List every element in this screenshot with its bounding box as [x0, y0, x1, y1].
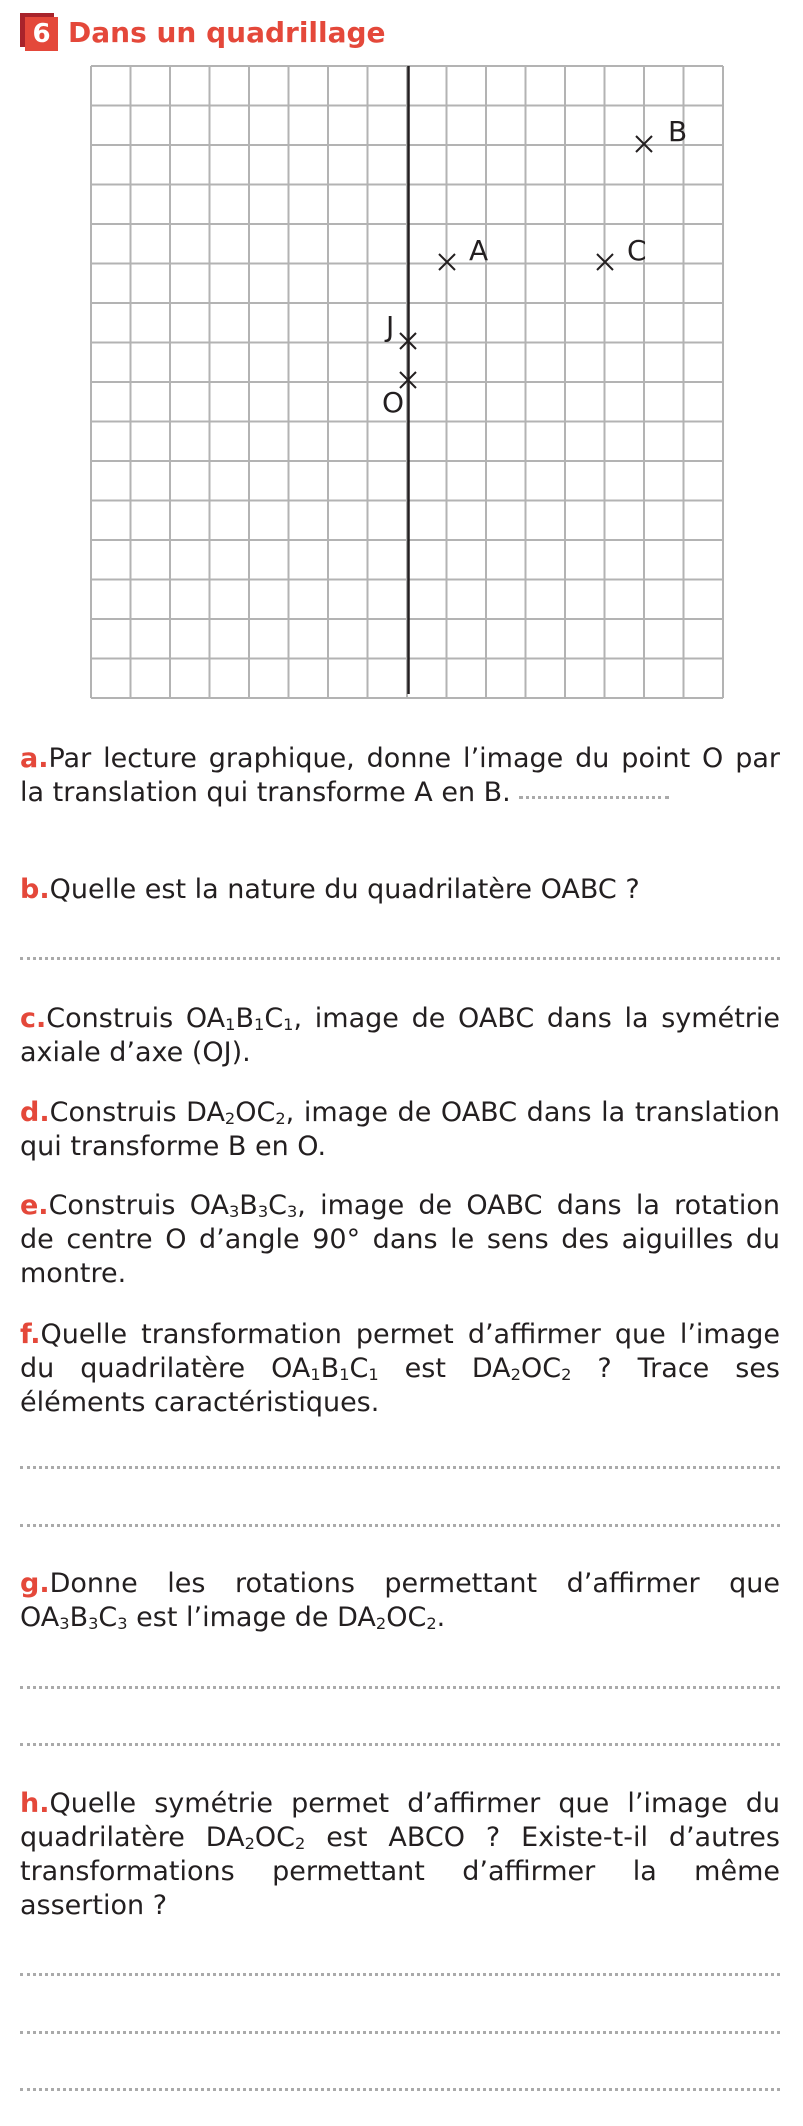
point-label-b: B	[668, 115, 688, 148]
question-d-label: d.	[20, 1097, 50, 1128]
answer-line-f-2[interactable]	[20, 1524, 780, 1527]
question-g-label: g.	[20, 1568, 50, 1599]
question-c-label: c.	[20, 1003, 47, 1034]
question-a-label: a.	[20, 743, 49, 774]
answer-line-a[interactable]	[519, 796, 669, 799]
point-label-o: O	[382, 386, 405, 419]
answer-line-h-1[interactable]	[20, 1973, 780, 1976]
exercise-number-badge: 6	[20, 13, 58, 51]
exercise-title: Dans un quadrillage	[68, 15, 386, 49]
answer-line-h-3[interactable]	[20, 2088, 780, 2091]
question-e: e.Construis $OA_3B_3C_3$, image de OABC dans la rotation de centre O d’angle 90° dans le sens des aiguilles du montre.	[20, 1190, 780, 1289]
question-b-label: b.	[20, 874, 50, 905]
question-h: h.Quelle symétrie permet d’affirmer que l’image du quadrilatère $DA_2OC_2$ est ABCO ? Existe-t-il d’autres transformations permettant d’affirmer la même assertion ?	[20, 1788, 780, 1921]
answer-line-b[interactable]	[20, 957, 780, 960]
question-g: g.Donne les rotations permettant d’affirmer que $OA_3B_3C_3$ est l’image de $DA_2OC_2$.	[20, 1568, 780, 1633]
question-f: f.Quelle transformation permet d’affirmer que l’image du quadrilatère $OA_1B_1C_1$ est $DA_2OC_2$ ? Trace ses éléments caractéristiques.	[20, 1319, 780, 1418]
question-h-label: h.	[20, 1788, 50, 1819]
grid-figure	[0, 0, 803, 700]
question-d: d.Construis $DA_2OC_2$, image de OABC dans la translation qui transforme B en O.	[20, 1097, 780, 1162]
answer-line-g-1[interactable]	[20, 1686, 780, 1689]
answer-line-f-1[interactable]	[20, 1466, 780, 1469]
point-label-j: J	[386, 310, 395, 343]
question-c: c.Construis $OA_1B_1C_1$, image de OABC dans la symétrie axiale d’axe (OJ).	[20, 1003, 781, 1068]
answer-line-h-2[interactable]	[20, 2031, 780, 2034]
question-b: b.Quelle est la nature du quadrilatère OABC ?	[20, 874, 640, 905]
question-e-label: e.	[20, 1190, 49, 1221]
point-label-a: A	[469, 234, 489, 267]
answer-line-g-2[interactable]	[20, 1743, 780, 1746]
question-f-label: f.	[20, 1319, 41, 1350]
point-label-c: C	[627, 234, 647, 267]
question-a: a.Par lecture graphique, donne l’image du point O par la translation qui transforme A en B.	[20, 743, 780, 808]
